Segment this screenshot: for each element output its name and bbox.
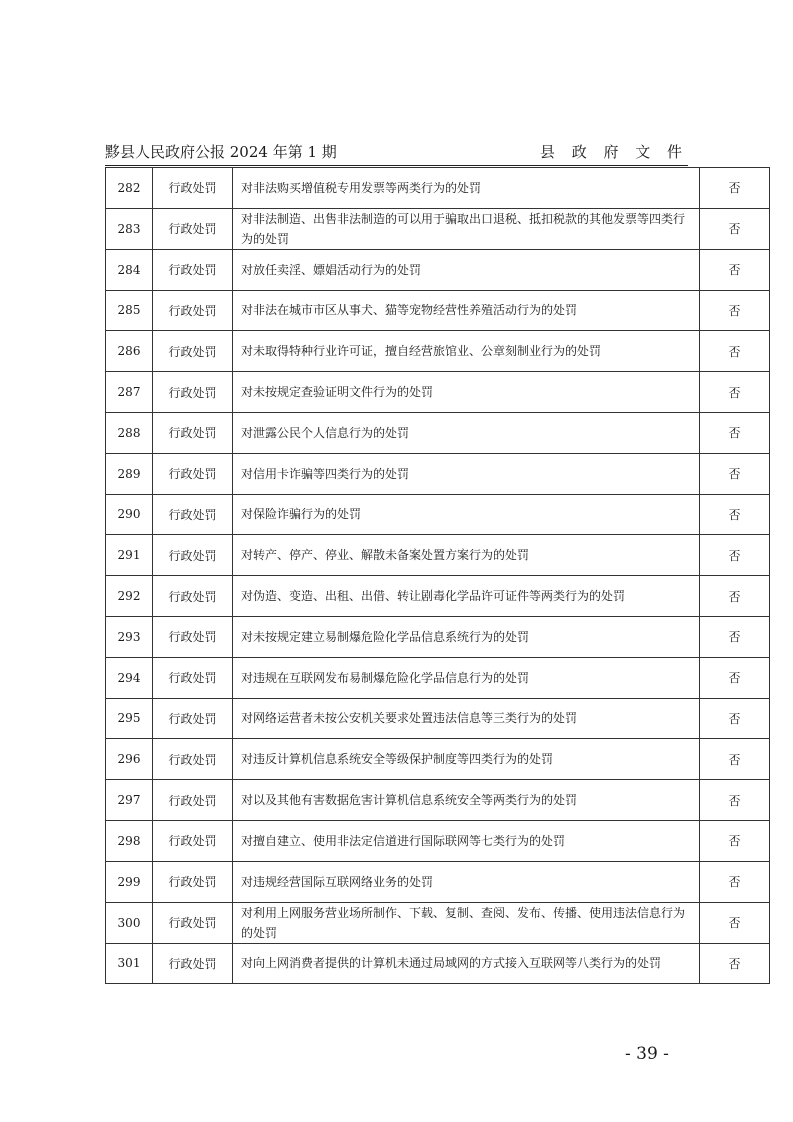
table-row xyxy=(106,902,770,943)
table-row xyxy=(106,290,770,331)
item-flag: 否 xyxy=(700,780,770,821)
item-flag: 否 xyxy=(700,535,770,576)
row-number: 296 xyxy=(106,739,153,780)
table-row xyxy=(106,820,770,861)
row-number: 290 xyxy=(106,494,153,535)
item-name: 对转产、停产、停业、解散未备案处置方案行为的处罚 xyxy=(233,535,700,576)
row-number: 297 xyxy=(106,780,153,821)
table-row xyxy=(106,576,770,617)
item-flag: 否 xyxy=(700,616,770,657)
table-row xyxy=(106,943,770,984)
item-name: 对违反计算机信息系统安全等级保护制度等四类行为的处罚 xyxy=(233,739,700,780)
item-flag: 否 xyxy=(700,943,770,984)
item-flag: 否 xyxy=(700,698,770,739)
item-name: 对违规在互联网发布易制爆危险化学品信息行为的处罚 xyxy=(233,657,700,698)
bulletin-title: 黟县人民政府公报 2024 年第 1 期 xyxy=(105,143,337,161)
item-flag: 否 xyxy=(700,331,770,372)
item-flag: 否 xyxy=(700,290,770,331)
item-type: 行政处罚 xyxy=(153,494,233,535)
item-flag: 否 xyxy=(700,249,770,290)
item-name: 对擅自建立、使用非法定信道进行国际联网等七类行为的处罚 xyxy=(233,820,700,861)
row-number: 283 xyxy=(106,208,153,249)
row-number: 301 xyxy=(106,943,153,984)
table-row xyxy=(106,861,770,902)
table-row xyxy=(106,780,770,821)
row-number: 293 xyxy=(106,616,153,657)
item-name: 对未取得特种行业许可证，擅自经营旅馆业、公章刻制业行为的处罚 xyxy=(233,331,700,372)
item-name: 对泄露公民个人信息行为的处罚 xyxy=(233,412,700,453)
row-number: 299 xyxy=(106,861,153,902)
item-flag: 否 xyxy=(700,494,770,535)
item-type: 行政处罚 xyxy=(153,576,233,617)
table-row xyxy=(106,412,770,453)
item-type: 行政处罚 xyxy=(153,535,233,576)
item-name: 对放任卖淫、嫖娼活动行为的处罚 xyxy=(233,249,700,290)
row-number: 294 xyxy=(106,657,153,698)
table-row xyxy=(106,616,770,657)
item-type: 行政处罚 xyxy=(153,168,233,209)
item-type: 行政处罚 xyxy=(153,780,233,821)
row-number: 282 xyxy=(106,168,153,209)
row-number: 298 xyxy=(106,820,153,861)
table-row xyxy=(106,249,770,290)
table-row xyxy=(106,739,770,780)
item-type: 行政处罚 xyxy=(153,943,233,984)
item-flag: 否 xyxy=(700,453,770,494)
item-type: 行政处罚 xyxy=(153,208,233,249)
item-type: 行政处罚 xyxy=(153,616,233,657)
row-number: 292 xyxy=(106,576,153,617)
item-flag: 否 xyxy=(700,902,770,943)
item-name: 对非法购买增值税专用发票等两类行为的处罚 xyxy=(233,168,700,209)
item-type: 行政处罚 xyxy=(153,902,233,943)
item-name: 对非法在城市市区从事犬、猫等宠物经营性养殖活动行为的处罚 xyxy=(233,290,700,331)
row-number: 291 xyxy=(106,535,153,576)
item-flag: 否 xyxy=(700,168,770,209)
row-number: 285 xyxy=(106,290,153,331)
row-number: 284 xyxy=(106,249,153,290)
item-name: 对网络运营者未按公安机关要求处置违法信息等三类行为的处罚 xyxy=(233,698,700,739)
item-name: 对未按规定建立易制爆危险化学品信息系统行为的处罚 xyxy=(233,616,700,657)
item-type: 行政处罚 xyxy=(153,820,233,861)
item-name: 对违规经营国际互联网络业务的处罚 xyxy=(233,861,700,902)
item-type: 行政处罚 xyxy=(153,290,233,331)
table-row xyxy=(106,331,770,372)
item-name: 对信用卡诈骗等四类行为的处罚 xyxy=(233,453,700,494)
item-flag: 否 xyxy=(700,576,770,617)
table-row xyxy=(106,657,770,698)
table-row xyxy=(106,698,770,739)
item-type: 行政处罚 xyxy=(153,372,233,413)
item-name: 对伪造、变造、出租、出借、转让剧毒化学品许可证件等两类行为的处罚 xyxy=(233,576,700,617)
item-flag: 否 xyxy=(700,412,770,453)
page-header xyxy=(105,140,688,164)
row-number: 287 xyxy=(106,372,153,413)
penalty-table xyxy=(105,167,770,984)
item-name: 对向上网消费者提供的计算机未通过局域网的方式接入互联网等八类行为的处罚 xyxy=(233,943,700,984)
item-name: 对利用上网服务营业场所制作、下载、复制、查阅、发布、传播、使用违法信息行为的处罚 xyxy=(233,902,700,943)
item-name: 对未按规定查验证明文件行为的处罚 xyxy=(233,372,700,413)
item-type: 行政处罚 xyxy=(153,453,233,494)
item-type: 行政处罚 xyxy=(153,249,233,290)
item-flag: 否 xyxy=(700,372,770,413)
item-type: 行政处罚 xyxy=(153,739,233,780)
header-rule xyxy=(105,165,688,166)
page-number: - 39 - xyxy=(625,1044,669,1064)
item-type: 行政处罚 xyxy=(153,861,233,902)
table-row xyxy=(106,208,770,249)
item-name: 对保险诈骗行为的处罚 xyxy=(233,494,700,535)
item-flag: 否 xyxy=(700,657,770,698)
item-name: 对非法制造、出售非法制造的可以用于骗取出口退税、抵扣税款的其他发票等四类行为的处罚 xyxy=(233,208,700,249)
item-type: 行政处罚 xyxy=(153,412,233,453)
table-row xyxy=(106,372,770,413)
section-title: 县 政 府 文 件 xyxy=(539,143,688,161)
row-number: 286 xyxy=(106,331,153,372)
item-type: 行政处罚 xyxy=(153,657,233,698)
table-row xyxy=(106,494,770,535)
row-number: 300 xyxy=(106,902,153,943)
table-row xyxy=(106,453,770,494)
item-flag: 否 xyxy=(700,861,770,902)
item-type: 行政处罚 xyxy=(153,698,233,739)
item-type: 行政处罚 xyxy=(153,331,233,372)
table-row xyxy=(106,168,770,209)
row-number: 289 xyxy=(106,453,153,494)
item-flag: 否 xyxy=(700,739,770,780)
row-number: 288 xyxy=(106,412,153,453)
item-name: 对以及其他有害数据危害计算机信息系统安全等两类行为的处罚 xyxy=(233,780,700,821)
row-number: 295 xyxy=(106,698,153,739)
table-row xyxy=(106,535,770,576)
item-flag: 否 xyxy=(700,820,770,861)
item-flag: 否 xyxy=(700,208,770,249)
